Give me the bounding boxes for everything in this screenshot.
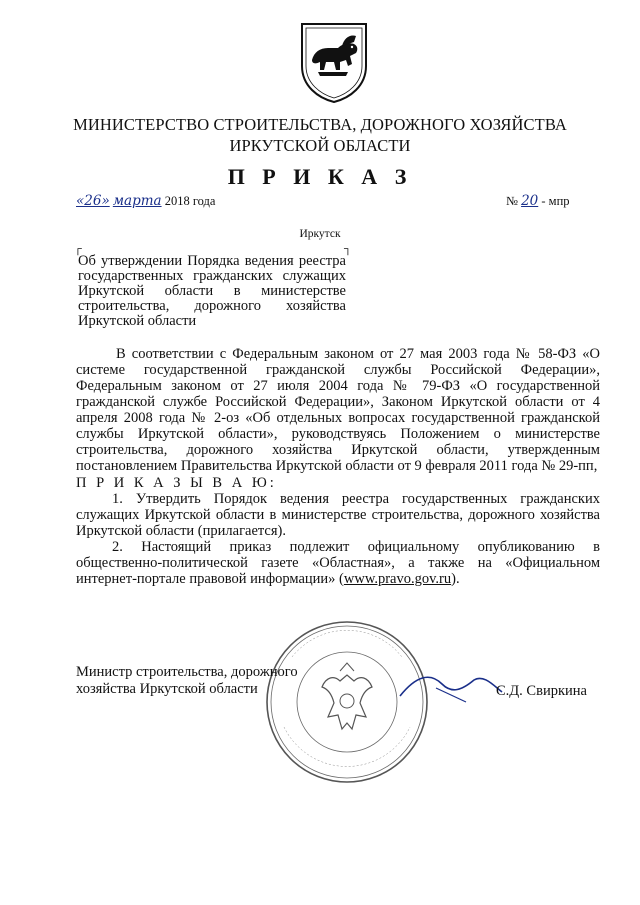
date-day: «26»: [76, 193, 110, 209]
number-value: 20: [521, 193, 539, 209]
date-month: марта: [112, 193, 162, 209]
shield-icon: [298, 20, 370, 104]
pravo-link[interactable]: www.pravo.gov.ru: [343, 571, 452, 587]
item-2-end: ).: [451, 571, 460, 587]
order-date: [76, 193, 215, 209]
order-subject: Об утверждении Порядка ведения реестра государственных гражданских служащих Иркутской области в министерстве строительства, дорожного хозяйства Иркутской области: [78, 253, 346, 329]
subject-corner-left: ┌: [74, 243, 82, 255]
item-2-paragraph: [76, 539, 600, 587]
ministry-line-2: ИРКУТСКОЙ ОБЛАСТИ: [229, 136, 411, 155]
signature-scribble-icon: [396, 666, 506, 706]
coat-of-arms-emblem: [298, 20, 370, 104]
item-2-text: 2. Настоящий приказ подлежит официальному опубликованию в общественно-политической газете «Областная», а также на «Официальном интернет-портале правовой информации» (: [76, 539, 600, 587]
number-prefix: №: [506, 194, 518, 208]
order-body: [76, 346, 600, 587]
document-type-title: П Р И К А З: [227, 164, 413, 189]
preamble-paragraph: В соответствии с Федеральным законом от 27 мая 2003 года № 58-ФЗ «О системе государственной гражданской службы Российской Федерации», Федеральным законом от 27 июля 2004 года № 79-ФЗ «О государственной гражданской службе Российской Федерации», Законом Иркутской области от 4 апреля 2008 года № 2-оз «Об отдельных вопросах государственной гражданской службы Иркутской области», руководствуясь Положением о министерстве строительства, дорожного хозяйства Иркутской области, утвержденным постановлением Правительства Иркутской области от 9 февраля 2011 года № 29-пп,: [76, 346, 600, 474]
ministry-line-1: МИНИСТЕРСТВО СТРОИТЕЛЬСТВА, ДОРОЖНОГО ХОЗЯЙСТВА: [73, 115, 567, 134]
date-year: 2018 года: [164, 194, 216, 208]
handwritten-signature: [396, 666, 506, 706]
signatory-name: С.Д. Свиркина: [496, 683, 587, 699]
item-1-paragraph: 1. Утвердить Порядок ведения реестра государственных гражданских служащих Иркутской области в министерстве строительства, дорожного хозяйства Иркутской области (прилагается).: [76, 491, 600, 539]
ministry-name: [60, 114, 580, 156]
directive-heading: П Р И К А З Ы В А Ю:: [76, 475, 277, 491]
order-number: [506, 193, 570, 209]
subject-corner-right: ┐: [344, 243, 352, 255]
number-suffix: - мпр: [541, 194, 570, 208]
signatory-position: Министр строительства, дорожного хозяйства Иркутской области: [76, 664, 298, 697]
city-name: Иркутск: [299, 228, 341, 240]
